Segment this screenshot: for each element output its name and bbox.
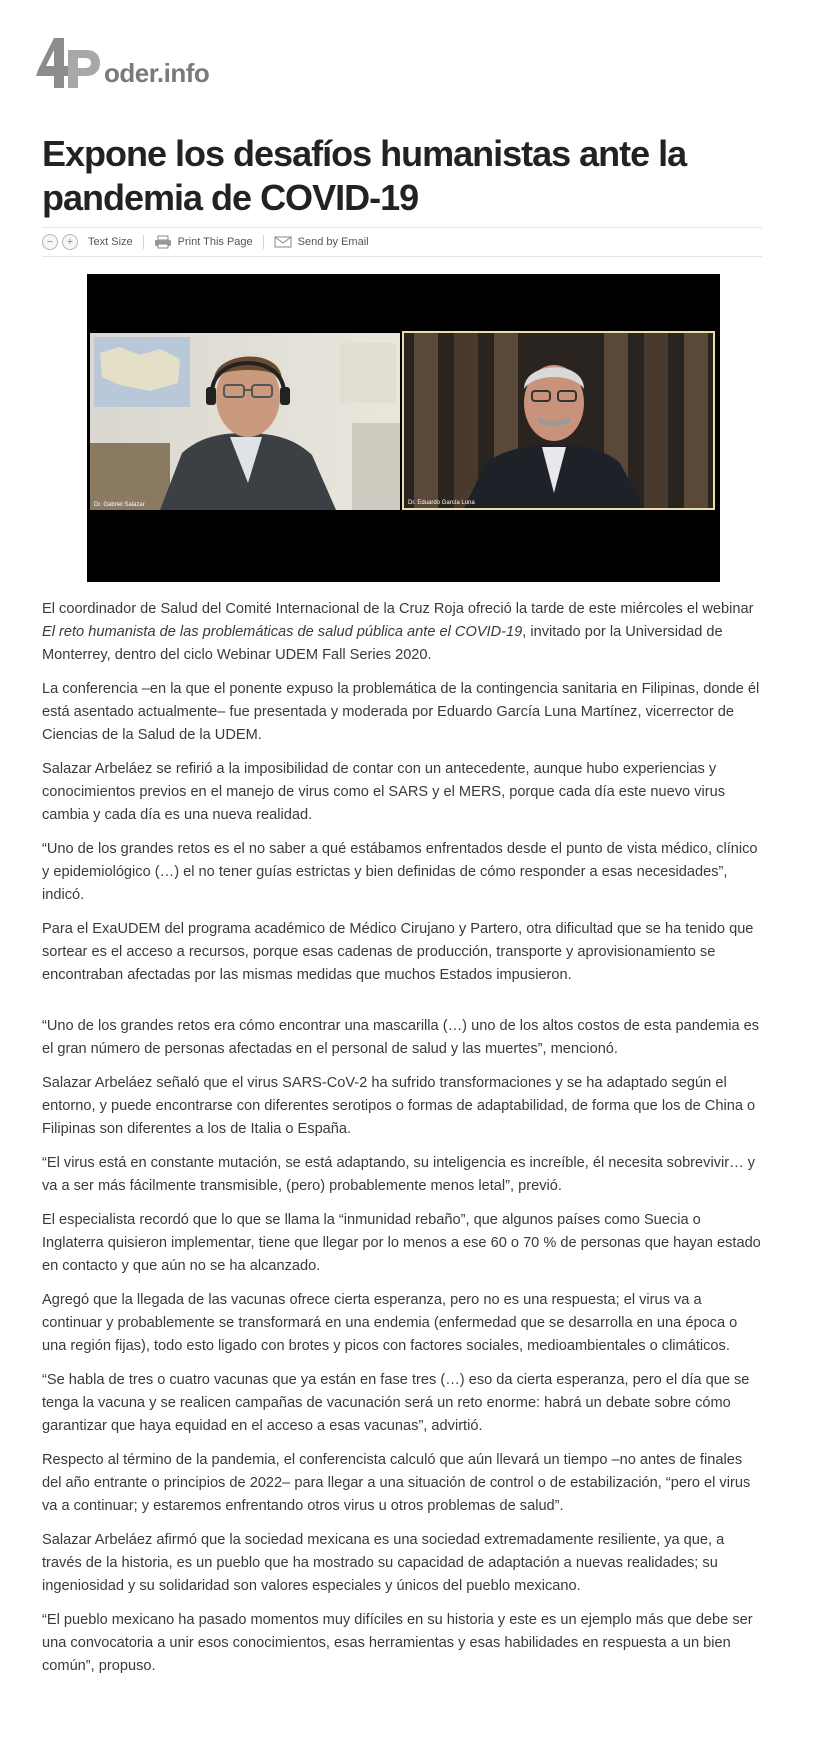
article-body (42, 598, 762, 1689)
video-frame-right (402, 331, 715, 510)
article-paragraph (42, 598, 762, 667)
article-toolbar (42, 227, 762, 257)
article-paragraph: La conferencia –en la que el ponente expuso la problemática de la contingencia sanitaria en Filipinas, donde él está asentado actualmente– fue presentada y moderada por Eduardo García Luna Martínez, vicerrector de Ciencias de la Salud de la UDEM. (42, 681, 760, 743)
email-label: Send by Email (297, 236, 369, 248)
article-paragraph: El especialista recordó que lo que se llama la “inmunidad rebaño”, que algunos países como Suecia o Inglaterra quisieron implementar, tiene que llegar por lo menos a ese 60 o 70 % de personas que hayan estado en contacto y que aún no se ha alcanzado. (42, 1212, 761, 1274)
paragraph-text: , invitado por la Universidad de Monterrey, dentro del ciclo Webinar UDEM Fall Series 2020. (42, 624, 723, 663)
print-button[interactable] (154, 228, 253, 256)
print-label: Print This Page (177, 236, 253, 248)
article-paragraph: Agregó que la llegada de las vacunas ofrece cierta esperanza, pero no es una respuesta; el virus va a continuar y probablemente se transformará en una endemia (enfermedad que se desarrolla en una época o una región fijas), todo esto ligado con brotes y picos con factores sociales, medioambientales o climáticos. (42, 1292, 738, 1354)
article-paragraph: “El virus está en constante mutación, se está adaptando, su inteligencia es increíble, él necesita sobrevivir… y va a ser más fácilmente transmisible, (pero) probablemente menos letal”, previó. (42, 1155, 756, 1194)
increase-text-size-button[interactable] (62, 234, 78, 250)
speaker-right-image (404, 333, 713, 508)
article-paragraph: Respecto al término de la pandemia, el conferencista calculó que aún llevará un tiempo –no antes de finales del año entrante o principios de 2022– para llegar a una situación de control o de estabilización, “pero el virus va a continuar; y estaremos enfrentando otros virus u otros problemas de salud”. (42, 1452, 751, 1514)
article-paragraph: Salazar Arbeláez se refirió a la imposibilidad de contar con un antecedente, aunque hubo experiencias y conocimientos previos en el manejo de virus como el SARS y el MERS, porque cada día este nuevo virus cambia y cada día es una nueva realidad. (42, 761, 726, 823)
article-paragraph: Salazar Arbeláez señaló que el virus SARS-CoV-2 ha sufrido transformaciones y se ha adaptado según el entorno, y puede encontrarse con diferentes serotipos o formas de adaptabilidad, de forma que los de China o Filipinas son diferentes a los de Italia o España. (42, 1075, 756, 1137)
webinar-title: El reto humanista de las problemáticas de salud pública ante el COVID-19 (42, 624, 523, 640)
printer-icon (154, 235, 172, 249)
decrease-text-size-button[interactable] (42, 234, 58, 250)
video-frame-left (90, 333, 400, 510)
toolbar-divider (143, 235, 144, 249)
article-paragraph: Para el ExaUDEM del programa académico de Médico Cirujano y Partero, otra dificultad que se ha tenido que sortear es el acceso a recursos, porque esas cadenas de producción, transporte y aprovisionamiento se encontraban afectadas por las mismas medidas que muchos Estados impusieron. (42, 921, 754, 983)
left-speaker-caption: Dr. Gabriel Salazar (94, 502, 145, 508)
email-button[interactable] (274, 228, 369, 256)
logo-text: oder.info (104, 58, 210, 88)
article-paragraph: “Uno de los grandes retos es el no saber a qué estábamos enfrentados desde el punto de vista médico, clínico y epidemiológico (…) el no tener guías estrictas y bien definidas de cómo responder a esas necesidades”, indicó. (42, 841, 758, 903)
article-paragraph: “Uno de los grandes retos era cómo encontrar una mascarilla (…) uno de los altos costos de esta pandemia es el gran número de personas afectadas en el personal de salud y las muertes”, mencionó. (42, 1018, 760, 1057)
text-size-control (42, 228, 133, 256)
text-size-label: Text Size (88, 236, 133, 248)
article-paragraph: “El pueblo mexicano ha pasado momentos muy difíciles en su historia y este es un ejemplo más que debe ser una convocatoria a unir esos conocimientos, esas herramientas y esas habilidades en respuesta a un bien común”, propuso. (42, 1612, 753, 1674)
article-photo (87, 274, 720, 582)
article-paragraph: “Se habla de tres o cuatro vacunas que ya están en fase tres (…) eso da cierta esperanza, pero el día que se tenga la vacuna y se realicen campañas de vacunación será un reto enorme: habrá un debate sobre cómo garantizar que haya equidad en el acceso a esas vacunas”, advirtió. (42, 1372, 750, 1434)
right-speaker-caption: Dr. Eduardo García Luna (408, 500, 475, 506)
logo-4p-icon (34, 36, 104, 98)
article-title: Expone los desafíos humanistas ante la pandemia de COVID-19 (42, 133, 687, 218)
envelope-icon (274, 235, 292, 249)
toolbar-divider (263, 235, 264, 249)
minus-icon: − (46, 235, 54, 248)
plus-icon: + (66, 235, 74, 248)
site-logo[interactable] (34, 36, 210, 98)
article-paragraph: Salazar Arbeláez afirmó que la sociedad mexicana es una sociedad extremadamente resiliente, ya que, a través de la historia, es un pueblo que ha mostrado su capacidad de adaptación a nuevas realidades; su ingeniosidad y su solidaridad son valores especiales y únicos del pueblo mexicano. (42, 1532, 725, 1594)
paragraph-text: El coordinador de Salud del Comité Internacional de la Cruz Roja ofreció la tarde de este miércoles el webinar (42, 601, 754, 617)
speaker-left-image (90, 333, 400, 510)
